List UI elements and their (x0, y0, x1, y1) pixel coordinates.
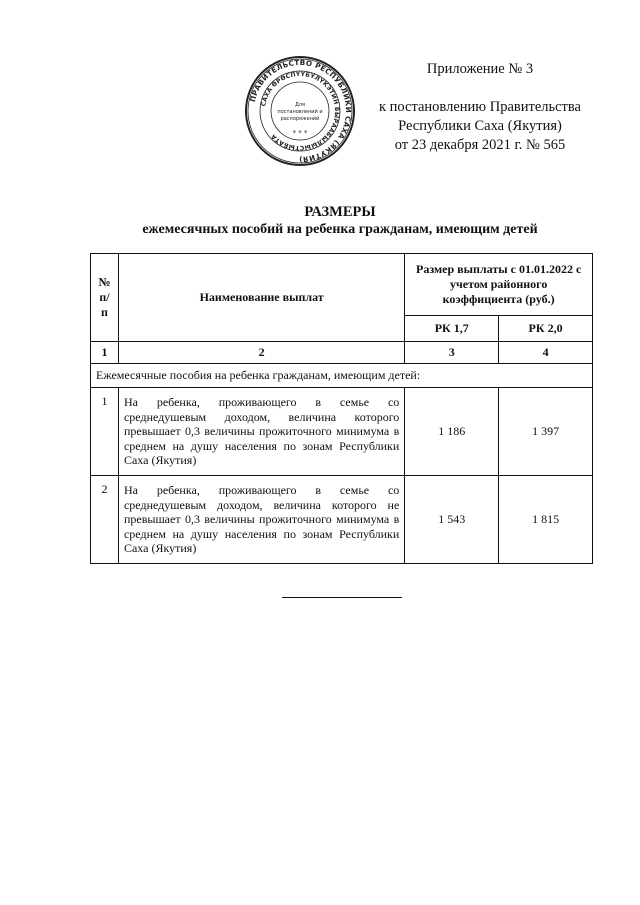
row-index: 1 (91, 388, 119, 476)
col-number-2: 2 (118, 342, 404, 364)
svg-text:* * *: * * * (292, 129, 308, 137)
appendix-header (350, 60, 610, 155)
svg-text:Для: Для (294, 102, 306, 108)
seal-icon (244, 55, 356, 167)
row-description: На ребенка, проживающего в семье со среднедушевым доходом, величина которого не превышает 0,3 величины прожиточного минимума в среднем на душу населения по зонам Республики Саха (Якутия) (118, 476, 404, 564)
table-row (91, 476, 593, 564)
appendix-date-line: от 23 декабря 2021 г. № 565 (394, 137, 566, 153)
document-title: РАЗМЕРЫ (304, 204, 376, 220)
appendix-republic-line: Республики Саха (Якутия) (398, 118, 562, 134)
row-description: На ребенка, проживающего в семье со среднедушевым доходом, величина которого превышает 0,3 величины прожиточного минимума в среднем на душу населения по зонам Республики Саха (Якутия) (118, 388, 404, 476)
official-seal-stamp (244, 55, 356, 167)
row-value-rk-1-7: 1 543 (405, 476, 499, 564)
col-number-4: 4 (499, 342, 593, 364)
header-rk-2-0: РК 2,0 (499, 316, 593, 342)
document-subtitle: ежемесячных пособий на ребенка гражданам, имеющим детей (142, 222, 538, 237)
group-label: Ежемесячные пособия на ребенка гражданам, имеющим детей: (91, 364, 593, 388)
row-index: 2 (91, 476, 119, 564)
row-value-rk-2-0: 1 397 (499, 388, 593, 476)
appendix-decree-line: к постановлению Правительства (379, 99, 581, 115)
col-number-3: 3 (405, 342, 499, 364)
row-value-rk-2-0: 1 815 (499, 476, 593, 564)
svg-text:распоряжений: распоряжений (280, 116, 320, 122)
header-amount: Размер выплаты с 01.01.2022 с учетом районного коэффициента (руб.) (405, 254, 593, 316)
svg-text:ПРАВИТЕЛЬСТВО РЕСПУБЛИКИ САХА: ПРАВИТЕЛЬСТВО РЕСПУБЛИКИ САХА (ЯКУТИЯ) (247, 57, 354, 165)
appendix-number: Приложение № 3 (426, 61, 534, 77)
header-name: Наименование выплат (118, 254, 404, 342)
end-divider (282, 597, 402, 598)
header-rk-1-7: РК 1,7 (405, 316, 499, 342)
svg-text:постановлений и: постановлений и (277, 109, 323, 115)
header-num: № п/п (91, 254, 119, 342)
table-row (91, 388, 593, 476)
col-number-1: 1 (91, 342, 119, 364)
row-value-rk-1-7: 1 186 (405, 388, 499, 476)
svg-text:САХА ӨРӨСПҮҮБҮЛҮКЭТИН БЫРААБЫЛ: САХА ӨРӨСПҮҮБҮЛҮКЭТИН БЫРААБЫЛЫЫСТЫБАТА (260, 70, 341, 152)
payments-table (90, 253, 593, 564)
